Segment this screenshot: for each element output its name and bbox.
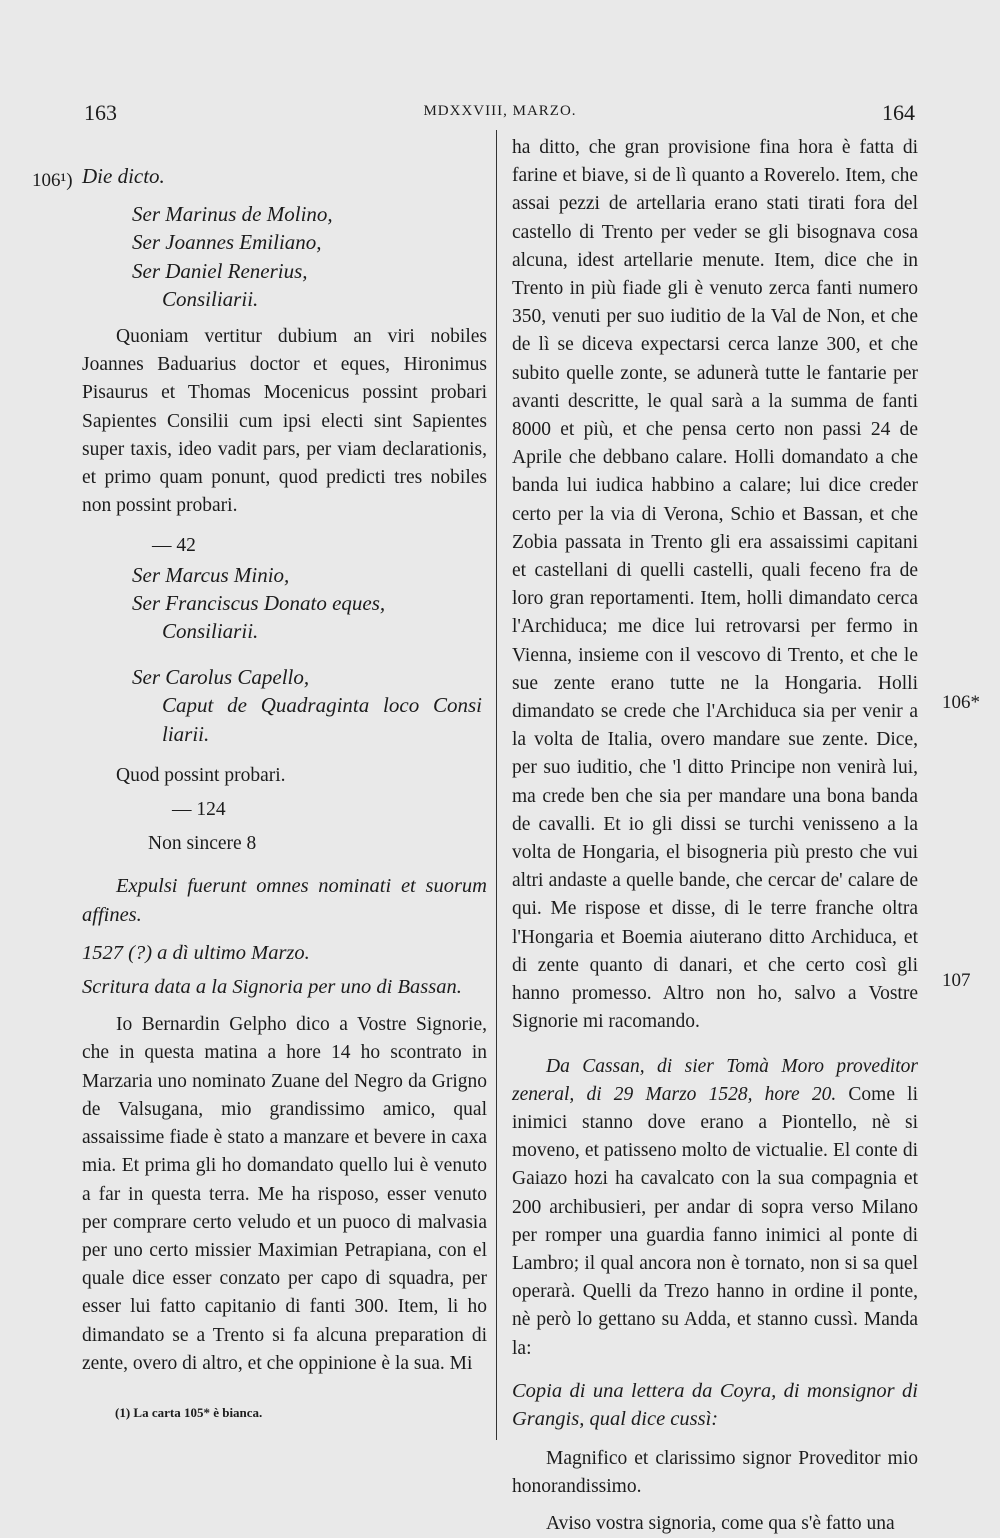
margin-note-106-star: 106* (942, 692, 980, 713)
paragraph: ha ditto, che gran provisione fina hora è fatta di farine et biave, si de lì quanto a Roverelo. Item, che assai pezzi de artellaria erano stati tirati fora del castello di Trento per veder se gli bisognava cosa alcuna, idest artellarie menute. Item, dice che in Trento in più fiade gli è venuto zerca fanti numero 350, venuti per suo iuditio de la Val de Non, et che de lì se diceva expectarsi cerca lanze 300, et che subito quelle zonte, se adunerà tutte le fantarie per avanti descritte, le qual sarà a la summa de fanti 8000 et più, et che pensa certo non passi 24 de Aprile che debbano calare. Holli domandato a che banda lui iudica habbino a calare; lui dice creder certo per la via di Verona, Schio et Bassan, et che Zobia passata in Trento gli era assaissimi capitani et castellani di quelli castelli, quali feceno fra de loro gran reportamenti. Item, holli dimandato cerca l'Archiduca; me dice lui retrovarsi per fermo in Vienna, insieme con il vescovo di Trento, et che le sue zente erano tutte ne la Hongaria. Holli dimandato se crede che l'Archiduca sia per venir a la volta de Italia, overo mandare sue zente. Dice, per suo iuditio, che 'l ditto Principe non venirà lui, ma crede ben che sia per mandare una bona banda de cavalli. Et io gli dissi se turchi venisseno a la volta de Hongaria, el bisogneria più presto che vui altri andaste a quelle bande, che cercar de' calare de qui. Me rispose et disse, di le terre franche oltra l'Hongaria et Boemia aiuterano ditto Archiduca, et di zente quanto di danari, et che certo così gli hanno promesso. Altro non ho, salvo a Vostre Signorie mi racomando. (512, 137, 918, 1033)
margin-note-107: 107 (942, 970, 971, 991)
council-member: Ser Joannes Emiliano, (132, 230, 322, 255)
paragraph: Expulsi fuerunt omnes nominati et suorum affines. (82, 875, 487, 926)
council-title: Caput de Quadraginta loco Consi liarii. (162, 693, 482, 746)
council-member: Ser Marcus Minio, (132, 562, 290, 587)
footnote: (1) La carta 105* è bianca. (115, 1405, 263, 1420)
paragraph: Quod possint probari. (116, 764, 286, 786)
paragraph: Io Bernardin Gelpho dico a Vostre Signorie, che in questa matina a hore 14 ho scontrato in Marzaria uno nominato Zuane del Negro da Grigno de Valsugana, mio grandissimo amico, qual assaissime fiade è stato a manzare et bevere in caxa mia. Et prima gli ho domandato quello lui è venuto a far in questa terra. Me ha risposo, esser venuto per comprare certo veludo et un puoco di malvasia per uno certo missier Maximian Petrapiana, con el quale dice esser conzato per capo di squadra, per esser lui fatto capitanio di fanti 300. Item, li ho dimandato se a Trento si fa alcuna preparation di zente, overo di altro, et che oppinione è la sua. Mi (82, 1014, 487, 1374)
section-date: 1527 (?) a dì ultimo Marzo. (82, 941, 310, 964)
dispatch-heading: Da Cassan, di sier Tomà Moro proveditor zeneral, di 29 Marzo 1528, hore 20. (512, 1055, 918, 1105)
council-title: Consiliarii. (162, 619, 259, 644)
paragraph (512, 1053, 918, 1363)
running-header (0, 100, 1000, 130)
council-member: Ser Carolus Capello, (132, 665, 310, 690)
left-column (82, 162, 487, 1378)
council-member: Ser Daniel Renerius, (132, 258, 308, 283)
paragraph: Aviso vostra signoria, come qua s'è fatto una (546, 1512, 895, 1534)
date-heading: Die dicto. (82, 164, 165, 188)
page-number-left: 163 (84, 100, 117, 125)
paragraph: Magnifico et clarissimo signor Proveditor mio honorandissimo. (512, 1448, 918, 1498)
section-title: Copia di una lettera da Coyra, di monsignor di Grangis, qual dice cussì: (512, 1379, 918, 1430)
paragraph: Quoniam vertitur dubium an viri nobiles Joannes Baduarius doctor et eques, Hironimus Pisaurus et Thomas Mocenicus possint probari Sapientes Consilii cum ipsi electi sint Sapientes super taxis, ideo vadit pars, per viam declarationis, et primo quam ponunt, quod predicti tres nobiles non possint probari. (82, 326, 487, 517)
dispatch-body: Come li inimici stanno dove erano a Piontello, nè si moveno, et patisseno molto de victualie. El conte di Gaiazo hozi ha cavalcato con la sua compagnia et 200 archibusieri, per andar di sopra verso Milano per romper una guardia fanno inimici al ponte di Lambro; il qual ancora non è tornato, non si sa quel operarà. Quelli da Trezo hanno in ordine il ponte, nè però lo gettano su Adda, et stanno cussì. Manda la: (512, 1083, 919, 1359)
vote-count: — 124 (172, 799, 226, 821)
section-title: Scritura data a la Signoria per uno di Bassan. (82, 976, 462, 999)
council-title: Consiliarii. (162, 286, 259, 311)
margin-note-106-1: 106¹) (32, 170, 73, 191)
council-member: Ser Franciscus Donato eques, (132, 590, 386, 615)
running-title: MDXXVIII, MARZO. (423, 103, 577, 119)
column-divider (496, 130, 497, 1440)
page-number-right: 164 (882, 100, 915, 125)
vote-count: — 42 (152, 535, 196, 557)
right-column (512, 134, 918, 1538)
council-member: Ser Marinus de Molino, (132, 202, 333, 227)
vote-count: Non sincere 8 (148, 833, 257, 855)
